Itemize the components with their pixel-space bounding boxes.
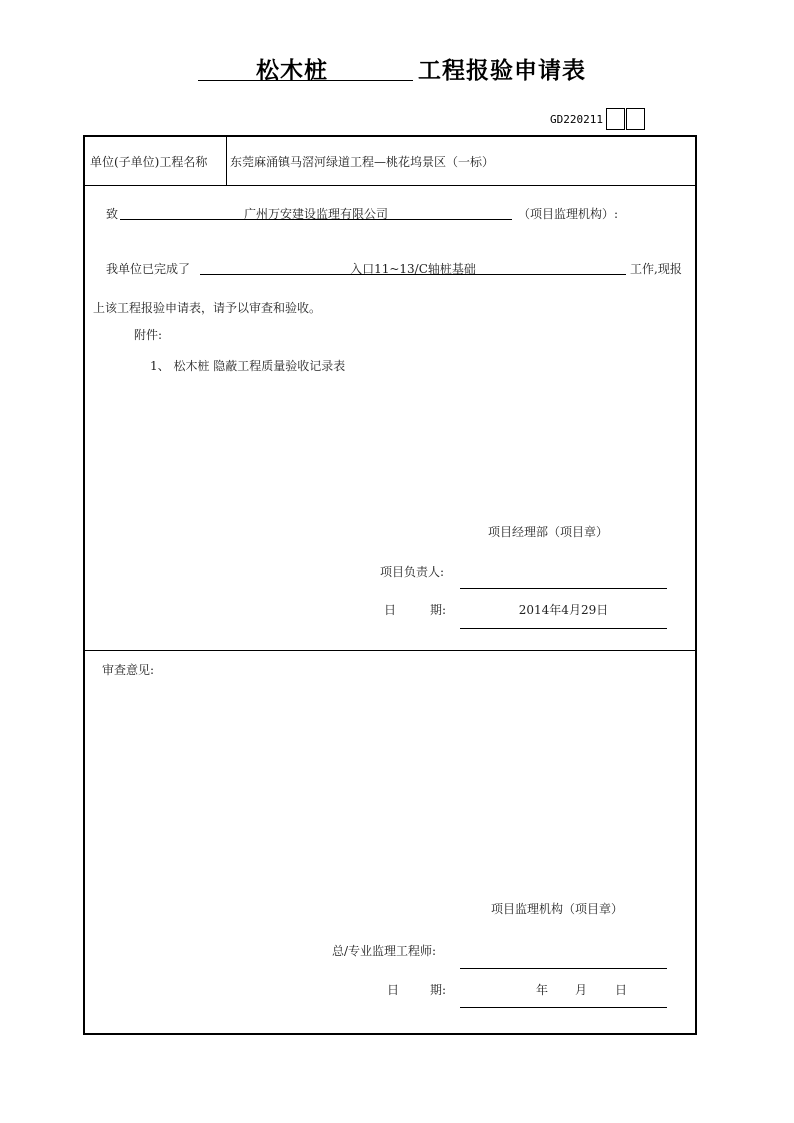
attachment-item-1[interactable]: 1、 松木桩 隐蔽工程质量验收记录表 (150, 359, 346, 373)
date-label-period-1: 期: (430, 603, 447, 617)
review-date-month[interactable]: 月 (575, 983, 588, 997)
engineer-underline (460, 968, 667, 969)
form-code-box-2[interactable] (626, 108, 645, 130)
attachments-label: 附件: (134, 328, 163, 342)
review-date-underline (460, 1007, 667, 1008)
contractor-stamp-label: 项目经理部（项目章） (488, 525, 609, 539)
application-date-field[interactable]: 2014年4月29日 (518, 603, 609, 617)
to-suffix: （项目监理机构）: (518, 207, 619, 221)
project-row-divider (226, 137, 227, 185)
form-title (198, 52, 598, 84)
continuation-text: 上该工程报验申请表，请予以审查和验收。 (93, 301, 322, 315)
engineer-label: 总/专业监理工程师: (332, 944, 437, 958)
date-label-day-1: 日 (384, 603, 397, 617)
review-opinion-label: 审查意见: (102, 663, 155, 677)
to-prefix: 致 (106, 207, 119, 221)
project-row-bottom-line (85, 185, 695, 186)
responsible-underline (460, 588, 667, 589)
review-date-day[interactable]: 日 (615, 983, 628, 997)
project-name-label: 单位(子单位)工程名称 (90, 155, 208, 169)
date-label-day-2: 日 (387, 983, 400, 997)
form-code-box-1[interactable] (606, 108, 625, 130)
application-date-underline (460, 628, 667, 629)
responsible-label: 项目负责人: (380, 565, 445, 579)
title-subject: 松木桩 (256, 58, 328, 84)
completed-prefix: 我单位已完成了 (106, 262, 191, 276)
supervisor-stamp-label: 项目监理机构（项目章） (491, 902, 624, 916)
review-date-year[interactable]: 年 (536, 983, 549, 997)
review-opinion-area[interactable] (100, 680, 680, 880)
completed-suffix: 工作,现报 (630, 262, 682, 276)
form-code: GD220211 (550, 113, 603, 126)
project-name-value: 东莞麻涌镇马滘河绿道工程—桃花坞景区（一标） (230, 155, 495, 169)
section-divider (85, 650, 695, 651)
date-label-period-2: 期: (430, 983, 447, 997)
title-main: 工程报验申请表 (418, 58, 586, 84)
supervisor-org-field[interactable]: 广州万安建设监理有限公司 (243, 207, 388, 221)
completed-work-field[interactable]: 入口11~13/C轴桩基础 (350, 262, 476, 276)
